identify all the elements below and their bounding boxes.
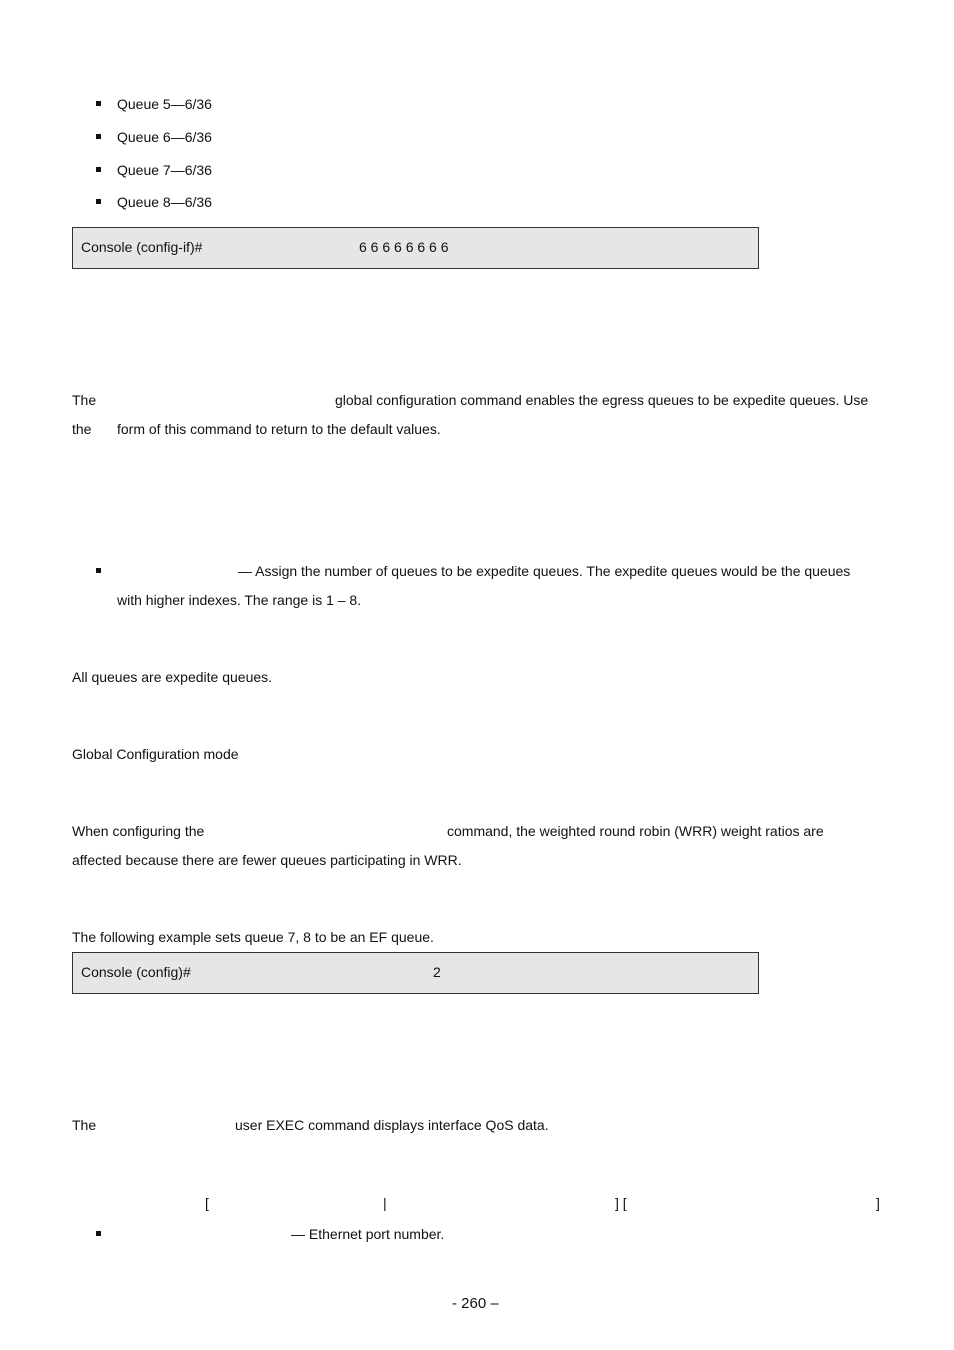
code-example-box-2 [72,952,759,994]
description-line1: global configuration command enables the egress queues to be expedite queues. Use [335,392,869,408]
list-item: Queue 5—6/36 [117,96,212,112]
description-the-2: the [72,421,92,437]
usage-line1-start: When configuring the [72,823,205,839]
list-item: Queue 6—6/36 [117,129,212,145]
code-prompt: Console (config)# [81,964,191,980]
bullet-icon [96,199,101,204]
example-text: The following example sets queue 7, 8 to be an EF queue. [72,929,434,945]
description-rest: user EXEC command displays interface QoS data. [235,1117,549,1133]
parameter-description-cont: with higher indexes. The range is 1 – 8. [117,592,362,608]
syntax-pipe: | [383,1195,387,1211]
code-example-box [72,227,759,269]
description-line2: form of this command to return to the default values. [117,421,441,437]
page-number: - 260 – [452,1295,499,1312]
usage-line2: affected because there are fewer queues participating in WRR. [72,852,462,868]
syntax-brackets-mid: ] [ [615,1195,627,1211]
code-args: 6 6 6 6 6 6 6 6 [359,239,449,255]
parameter-description: — Ethernet port number. [291,1226,445,1242]
syntax-close-bracket: ] [876,1195,880,1211]
description-the: The [72,1117,97,1133]
usage-line1-rest: command, the weighted round robin (WRR) weight ratios are [447,823,824,839]
list-item: Queue 7—6/36 [117,162,212,178]
bullet-icon [96,1231,101,1236]
default-text: All queues are expedite queues. [72,669,273,685]
command-mode-text: Global Configuration mode [72,746,239,762]
bullet-icon [96,568,101,573]
parameter-description: — Assign the number of queues to be expedite queues. The expedite queues would be the queues [238,563,851,579]
code-args: 2 [433,964,441,980]
code-prompt: Console (config-if)# [81,239,203,255]
syntax-open-bracket: [ [205,1195,209,1211]
description-the: The [72,392,97,408]
bullet-icon [96,167,101,172]
list-item: Queue 8—6/36 [117,194,212,210]
bullet-icon [96,134,101,139]
bullet-icon [96,101,101,106]
